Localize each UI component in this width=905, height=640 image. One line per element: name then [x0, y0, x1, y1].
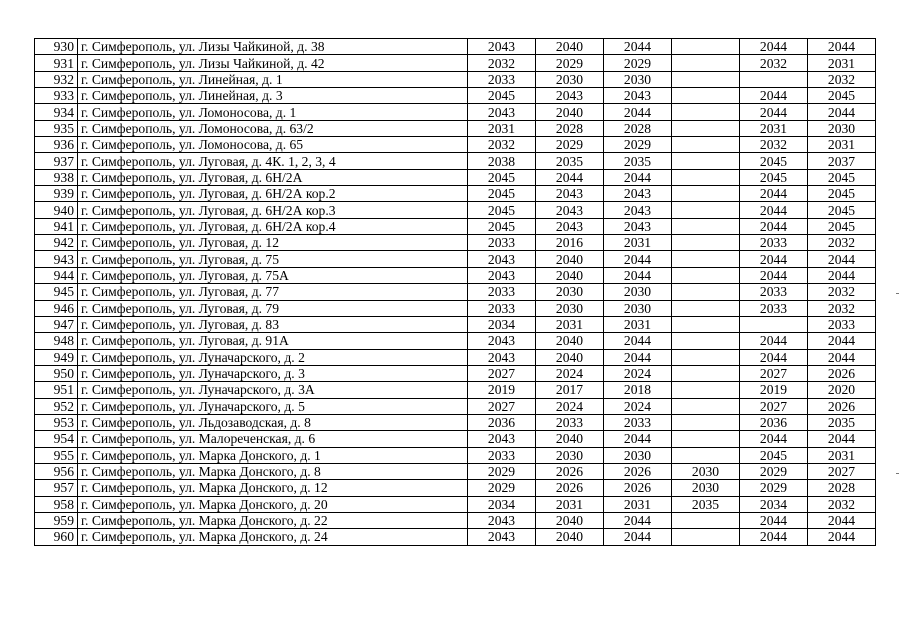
- year-col-5: 2044: [740, 267, 808, 283]
- year-col-2: 2040: [536, 39, 604, 55]
- year-col-5: 2044: [740, 88, 808, 104]
- row-number: 950: [35, 365, 78, 381]
- year-col-3: 2043: [604, 218, 672, 234]
- year-col-5: 2044: [740, 333, 808, 349]
- year-col-1: 2033: [468, 447, 536, 463]
- year-col-2: 2031: [536, 496, 604, 512]
- year-col-2: 2040: [536, 267, 604, 283]
- row-number: 946: [35, 300, 78, 316]
- year-col-5: 2044: [740, 431, 808, 447]
- building-address: г. Симферополь, ул. Луговая, д. 77: [78, 284, 468, 300]
- year-col-6: 2037: [808, 153, 876, 169]
- year-col-6: 2045: [808, 169, 876, 185]
- building-address: г. Симферополь, ул. Линейная, д. 3: [78, 88, 468, 104]
- table-row: [35, 55, 876, 71]
- scan-mark: [896, 473, 899, 474]
- year-col-4: [672, 284, 740, 300]
- year-col-6: 2026: [808, 398, 876, 414]
- year-col-5: 2029: [740, 480, 808, 496]
- row-number: 932: [35, 71, 78, 87]
- year-col-4: 2030: [672, 480, 740, 496]
- year-col-6: 2031: [808, 55, 876, 71]
- row-number: 953: [35, 414, 78, 430]
- year-col-3: 2030: [604, 300, 672, 316]
- year-col-6: 2044: [808, 349, 876, 365]
- year-col-1: 2031: [468, 120, 536, 136]
- year-col-1: 2034: [468, 316, 536, 332]
- building-address: г. Симферополь, ул. Луначарского, д. 2: [78, 349, 468, 365]
- row-number: 951: [35, 382, 78, 398]
- table-row: [35, 202, 876, 218]
- table-body: [35, 39, 876, 546]
- year-col-4: [672, 218, 740, 234]
- table-row: [35, 267, 876, 283]
- building-address: г. Симферополь, ул. Марка Донского, д. 12: [78, 480, 468, 496]
- year-col-6: 2044: [808, 104, 876, 120]
- year-col-3: 2024: [604, 398, 672, 414]
- year-col-6: 2026: [808, 365, 876, 381]
- table-row: [35, 218, 876, 234]
- year-col-2: 2040: [536, 529, 604, 545]
- row-number: 955: [35, 447, 78, 463]
- year-col-4: [672, 512, 740, 528]
- table-row: [35, 235, 876, 251]
- year-col-5: 2034: [740, 496, 808, 512]
- year-col-3: 2031: [604, 235, 672, 251]
- year-col-2: 2040: [536, 104, 604, 120]
- year-col-6: 2033: [808, 316, 876, 332]
- year-col-4: [672, 300, 740, 316]
- year-col-4: 2030: [672, 463, 740, 479]
- year-col-3: 2044: [604, 251, 672, 267]
- building-address: г. Симферополь, ул. Льдозаводская, д. 8: [78, 414, 468, 430]
- table-row: [35, 120, 876, 136]
- year-col-1: 2029: [468, 463, 536, 479]
- year-col-6: 2030: [808, 120, 876, 136]
- year-col-6: 2031: [808, 447, 876, 463]
- year-col-5: 2044: [740, 39, 808, 55]
- year-col-3: 2043: [604, 88, 672, 104]
- year-col-4: [672, 333, 740, 349]
- table-row: [35, 414, 876, 430]
- year-col-2: 2043: [536, 88, 604, 104]
- year-col-4: [672, 414, 740, 430]
- year-col-4: [672, 398, 740, 414]
- row-number: 948: [35, 333, 78, 349]
- year-col-2: 2040: [536, 333, 604, 349]
- year-col-5: 2031: [740, 120, 808, 136]
- year-col-1: 2032: [468, 55, 536, 71]
- year-col-1: 2045: [468, 169, 536, 185]
- year-col-5: 2044: [740, 218, 808, 234]
- building-repair-schedule-table: [34, 38, 876, 546]
- year-col-2: 2044: [536, 169, 604, 185]
- year-col-6: 2032: [808, 284, 876, 300]
- year-col-1: 2033: [468, 300, 536, 316]
- building-address: г. Симферополь, ул. Марка Донского, д. 22: [78, 512, 468, 528]
- table-row: [35, 365, 876, 381]
- table-row: [35, 186, 876, 202]
- year-col-3: 2029: [604, 55, 672, 71]
- year-col-4: [672, 447, 740, 463]
- year-col-6: 2031: [808, 137, 876, 153]
- year-col-3: 2031: [604, 316, 672, 332]
- year-col-3: 2029: [604, 137, 672, 153]
- building-address: г. Симферополь, ул. Ломоносова, д. 65: [78, 137, 468, 153]
- year-col-6: 2028: [808, 480, 876, 496]
- year-col-3: 2044: [604, 349, 672, 365]
- building-address: г. Симферополь, ул. Луговая, д. 91А: [78, 333, 468, 349]
- building-address: г. Симферополь, ул. Луговая, д. 79: [78, 300, 468, 316]
- building-address: г. Симферополь, ул. Луговая, д. 6Н/2А кор.2: [78, 186, 468, 202]
- year-col-4: [672, 529, 740, 545]
- year-col-2: 2030: [536, 447, 604, 463]
- year-col-1: 2033: [468, 235, 536, 251]
- table-row: [35, 447, 876, 463]
- year-col-5: 2044: [740, 202, 808, 218]
- table-row: [35, 480, 876, 496]
- row-number: 954: [35, 431, 78, 447]
- year-col-4: [672, 267, 740, 283]
- row-number: 952: [35, 398, 78, 414]
- year-col-2: 2040: [536, 251, 604, 267]
- year-col-2: 2031: [536, 316, 604, 332]
- table-row: [35, 463, 876, 479]
- year-col-3: 2018: [604, 382, 672, 398]
- row-number: 959: [35, 512, 78, 528]
- year-col-5: 2036: [740, 414, 808, 430]
- building-address: г. Симферополь, ул. Луговая, д. 83: [78, 316, 468, 332]
- year-col-1: 2036: [468, 414, 536, 430]
- row-number: 934: [35, 104, 78, 120]
- year-col-3: 2044: [604, 267, 672, 283]
- year-col-6: 2035: [808, 414, 876, 430]
- year-col-3: 2024: [604, 365, 672, 381]
- year-col-4: [672, 349, 740, 365]
- building-address: г. Симферополь, ул. Марка Донского, д. 8: [78, 463, 468, 479]
- table-row: [35, 349, 876, 365]
- building-address: г. Симферополь, ул. Луговая, д. 75: [78, 251, 468, 267]
- table-row: [35, 251, 876, 267]
- building-address: г. Симферополь, ул. Луговая, д. 75А: [78, 267, 468, 283]
- building-address: г. Симферополь, ул. Малореченская, д. 6: [78, 431, 468, 447]
- year-col-3: 2044: [604, 529, 672, 545]
- year-col-4: [672, 202, 740, 218]
- row-number: 938: [35, 169, 78, 185]
- year-col-6: 2045: [808, 186, 876, 202]
- row-number: 949: [35, 349, 78, 365]
- building-address: г. Симферополь, ул. Марка Донского, д. 1: [78, 447, 468, 463]
- year-col-3: 2044: [604, 333, 672, 349]
- row-number: 957: [35, 480, 78, 496]
- year-col-1: 2019: [468, 382, 536, 398]
- year-col-6: 2045: [808, 218, 876, 234]
- row-number: 940: [35, 202, 78, 218]
- year-col-1: 2033: [468, 284, 536, 300]
- year-col-4: [672, 153, 740, 169]
- row-number: 937: [35, 153, 78, 169]
- table-row: [35, 71, 876, 87]
- year-col-2: 2017: [536, 382, 604, 398]
- year-col-4: [672, 88, 740, 104]
- year-col-5: 2019: [740, 382, 808, 398]
- year-col-4: [672, 55, 740, 71]
- year-col-1: 2045: [468, 218, 536, 234]
- year-col-2: 2024: [536, 365, 604, 381]
- year-col-6: 2020: [808, 382, 876, 398]
- year-col-1: 2043: [468, 104, 536, 120]
- row-number: 947: [35, 316, 78, 332]
- year-col-5: 2032: [740, 137, 808, 153]
- year-col-1: 2027: [468, 365, 536, 381]
- year-col-5: 2044: [740, 104, 808, 120]
- year-col-2: 2040: [536, 431, 604, 447]
- year-col-4: [672, 71, 740, 87]
- building-address: г. Симферополь, ул. Лизы Чайкиной, д. 38: [78, 39, 468, 55]
- building-address: г. Симферополь, ул. Марка Донского, д. 20: [78, 496, 468, 512]
- year-col-5: 2027: [740, 398, 808, 414]
- row-number: 935: [35, 120, 78, 136]
- year-col-3: 2044: [604, 169, 672, 185]
- year-col-6: 2045: [808, 88, 876, 104]
- year-col-5: 2033: [740, 235, 808, 251]
- year-col-1: 2034: [468, 496, 536, 512]
- building-address: г. Симферополь, ул. Ломоносова, д. 63/2: [78, 120, 468, 136]
- year-col-3: 2030: [604, 284, 672, 300]
- year-col-1: 2033: [468, 71, 536, 87]
- table-row: [35, 169, 876, 185]
- year-col-1: 2038: [468, 153, 536, 169]
- year-col-5: 2044: [740, 529, 808, 545]
- table-row: [35, 382, 876, 398]
- year-col-3: 2031: [604, 496, 672, 512]
- year-col-2: 2026: [536, 480, 604, 496]
- year-col-2: 2016: [536, 235, 604, 251]
- year-col-6: 2044: [808, 39, 876, 55]
- year-col-6: 2032: [808, 235, 876, 251]
- year-col-6: 2044: [808, 529, 876, 545]
- year-col-4: [672, 316, 740, 332]
- year-col-3: 2028: [604, 120, 672, 136]
- building-address: г. Симферополь, ул. Ломоносова, д. 1: [78, 104, 468, 120]
- year-col-2: 2030: [536, 71, 604, 87]
- year-col-6: 2045: [808, 202, 876, 218]
- year-col-3: 2026: [604, 480, 672, 496]
- year-col-4: [672, 120, 740, 136]
- year-col-1: 2043: [468, 267, 536, 283]
- year-col-1: 2032: [468, 137, 536, 153]
- table-row: [35, 333, 876, 349]
- year-col-5: 2044: [740, 251, 808, 267]
- year-col-3: 2044: [604, 104, 672, 120]
- row-number: 944: [35, 267, 78, 283]
- year-col-3: 2033: [604, 414, 672, 430]
- year-col-2: 2028: [536, 120, 604, 136]
- row-number: 933: [35, 88, 78, 104]
- year-col-3: 2043: [604, 186, 672, 202]
- year-col-3: 2035: [604, 153, 672, 169]
- table-row: [35, 512, 876, 528]
- year-col-4: 2035: [672, 496, 740, 512]
- building-address: г. Симферополь, ул. Луначарского, д. 5: [78, 398, 468, 414]
- table-row: [35, 398, 876, 414]
- year-col-3: 2030: [604, 447, 672, 463]
- row-number: 956: [35, 463, 78, 479]
- year-col-6: 2044: [808, 431, 876, 447]
- year-col-1: 2043: [468, 349, 536, 365]
- year-col-3: 2043: [604, 202, 672, 218]
- year-col-5: 2033: [740, 300, 808, 316]
- building-address: г. Симферополь, ул. Луговая, д. 6Н/2А кор.4: [78, 218, 468, 234]
- year-col-3: 2026: [604, 463, 672, 479]
- table-row: [35, 153, 876, 169]
- table-row: [35, 137, 876, 153]
- year-col-5: 2044: [740, 349, 808, 365]
- row-number: 943: [35, 251, 78, 267]
- table-row: [35, 300, 876, 316]
- registry-table-container: [34, 38, 876, 546]
- table-row: [35, 529, 876, 545]
- row-number: 941: [35, 218, 78, 234]
- row-number: 958: [35, 496, 78, 512]
- year-col-2: 2043: [536, 186, 604, 202]
- table-row: [35, 104, 876, 120]
- row-number: 960: [35, 529, 78, 545]
- table-row: [35, 88, 876, 104]
- year-col-2: 2026: [536, 463, 604, 479]
- year-col-4: [672, 186, 740, 202]
- year-col-2: 2035: [536, 153, 604, 169]
- building-address: г. Симферополь, ул. Луначарского, д. 3А: [78, 382, 468, 398]
- year-col-2: 2029: [536, 137, 604, 153]
- row-number: 936: [35, 137, 78, 153]
- year-col-1: 2029: [468, 480, 536, 496]
- building-address: г. Симферополь, ул. Луначарского, д. 3: [78, 365, 468, 381]
- year-col-2: 2030: [536, 284, 604, 300]
- year-col-4: [672, 431, 740, 447]
- year-col-4: [672, 169, 740, 185]
- year-col-5: 2033: [740, 284, 808, 300]
- year-col-1: 2043: [468, 512, 536, 528]
- year-col-5: 2045: [740, 447, 808, 463]
- year-col-4: [672, 39, 740, 55]
- year-col-6: 2044: [808, 333, 876, 349]
- year-col-1: 2045: [468, 186, 536, 202]
- year-col-2: 2030: [536, 300, 604, 316]
- year-col-6: 2032: [808, 300, 876, 316]
- building-address: г. Симферополь, ул. Луговая, д. 12: [78, 235, 468, 251]
- year-col-5: 2027: [740, 365, 808, 381]
- year-col-6: 2027: [808, 463, 876, 479]
- year-col-4: [672, 104, 740, 120]
- year-col-5: 2045: [740, 153, 808, 169]
- row-number: 931: [35, 55, 78, 71]
- year-col-2: 2040: [536, 512, 604, 528]
- year-col-5: [740, 316, 808, 332]
- year-col-4: [672, 235, 740, 251]
- building-address: г. Симферополь, ул. Луговая, д. 6Н/2А кор.3: [78, 202, 468, 218]
- year-col-5: 2032: [740, 55, 808, 71]
- table-row: [35, 496, 876, 512]
- year-col-5: 2029: [740, 463, 808, 479]
- year-col-3: 2030: [604, 71, 672, 87]
- year-col-2: 2040: [536, 349, 604, 365]
- year-col-4: [672, 137, 740, 153]
- year-col-6: 2044: [808, 267, 876, 283]
- year-col-1: 2027: [468, 398, 536, 414]
- year-col-1: 2043: [468, 251, 536, 267]
- year-col-4: [672, 382, 740, 398]
- year-col-1: 2045: [468, 202, 536, 218]
- year-col-1: 2043: [468, 333, 536, 349]
- year-col-6: 2044: [808, 512, 876, 528]
- year-col-1: 2043: [468, 529, 536, 545]
- year-col-3: 2044: [604, 512, 672, 528]
- row-number: 942: [35, 235, 78, 251]
- table-row: [35, 39, 876, 55]
- row-number: 945: [35, 284, 78, 300]
- year-col-2: 2043: [536, 202, 604, 218]
- year-col-3: 2044: [604, 431, 672, 447]
- year-col-5: 2045: [740, 169, 808, 185]
- year-col-1: 2045: [468, 88, 536, 104]
- year-col-2: 2043: [536, 218, 604, 234]
- year-col-3: 2044: [604, 39, 672, 55]
- year-col-4: [672, 251, 740, 267]
- year-col-2: 2033: [536, 414, 604, 430]
- year-col-5: [740, 71, 808, 87]
- scan-mark: [896, 293, 899, 294]
- building-address: г. Симферополь, ул. Луговая, д. 4К. 1, 2, 3, 4: [78, 153, 468, 169]
- year-col-2: 2029: [536, 55, 604, 71]
- table-row: [35, 316, 876, 332]
- building-address: г. Симферополь, ул. Лизы Чайкиной, д. 42: [78, 55, 468, 71]
- year-col-5: 2044: [740, 186, 808, 202]
- table-row: [35, 284, 876, 300]
- year-col-1: 2043: [468, 39, 536, 55]
- year-col-4: [672, 365, 740, 381]
- year-col-6: 2044: [808, 251, 876, 267]
- row-number: 930: [35, 39, 78, 55]
- year-col-5: 2044: [740, 512, 808, 528]
- year-col-1: 2043: [468, 431, 536, 447]
- building-address: г. Симферополь, ул. Луговая, д. 6Н/2А: [78, 169, 468, 185]
- table-row: [35, 431, 876, 447]
- year-col-6: 2032: [808, 71, 876, 87]
- building-address: г. Симферополь, ул. Марка Донского, д. 24: [78, 529, 468, 545]
- row-number: 939: [35, 186, 78, 202]
- building-address: г. Симферополь, ул. Линейная, д. 1: [78, 71, 468, 87]
- year-col-6: 2032: [808, 496, 876, 512]
- year-col-2: 2024: [536, 398, 604, 414]
